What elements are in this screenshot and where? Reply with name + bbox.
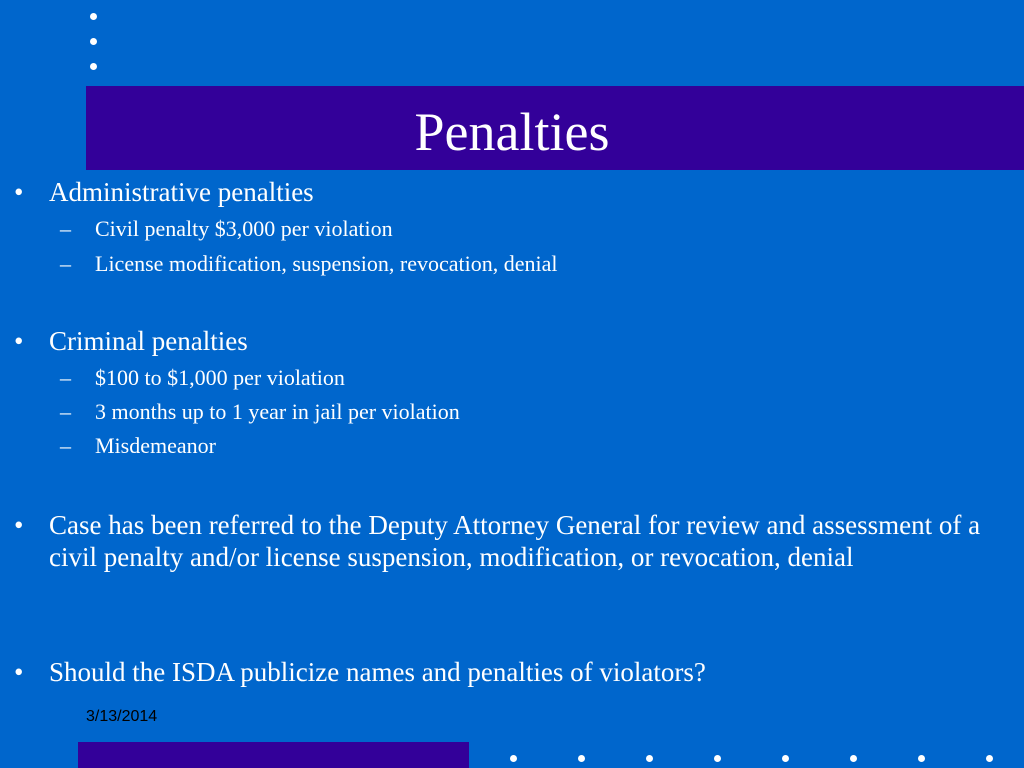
decor-dot [850, 755, 857, 762]
decor-dot [90, 13, 97, 20]
decor-dot [510, 755, 517, 762]
bullet-text: Administrative penalties [49, 177, 314, 207]
bullet-marker: • [14, 657, 24, 687]
footer-bar [78, 742, 469, 768]
decor-dot [578, 755, 585, 762]
slide-title: Penalties [414, 102, 610, 162]
sub-bullet-text: License modification, suspension, revocation, denial [95, 251, 558, 276]
sub-bullet-text: Civil penalty $3,000 per violation [95, 216, 393, 241]
decor-dot [714, 755, 721, 762]
dash-marker: – [60, 399, 71, 424]
decor-dot [646, 755, 653, 762]
decor-dot [986, 755, 993, 762]
bullet-text: Criminal penalties [49, 326, 248, 356]
decor-dot [782, 755, 789, 762]
decor-dot [90, 38, 97, 45]
bullet-marker: • [14, 177, 24, 207]
slide-date: 3/13/2014 [86, 708, 158, 725]
bullet-text: Case has been referred to the Deputy Attorney General for review and assessment of a civil penalty and/or license suspension, modification, or revocation, denial [49, 510, 981, 572]
bullet-marker: • [14, 326, 24, 356]
sub-bullet-text: 3 months up to 1 year in jail per violation [95, 399, 460, 424]
dash-marker: – [60, 216, 71, 241]
dash-marker: – [60, 365, 71, 390]
bullet-marker: • [14, 510, 24, 540]
dash-marker: – [60, 251, 71, 276]
sub-bullet-text: $100 to $1,000 per violation [95, 365, 345, 390]
sub-bullet-text: Misdemeanor [95, 433, 216, 458]
decor-dot [918, 755, 925, 762]
dash-marker: – [60, 433, 71, 458]
decor-dot [90, 63, 97, 70]
bullet-text: Should the ISDA publicize names and penalties of violators? [49, 657, 706, 687]
